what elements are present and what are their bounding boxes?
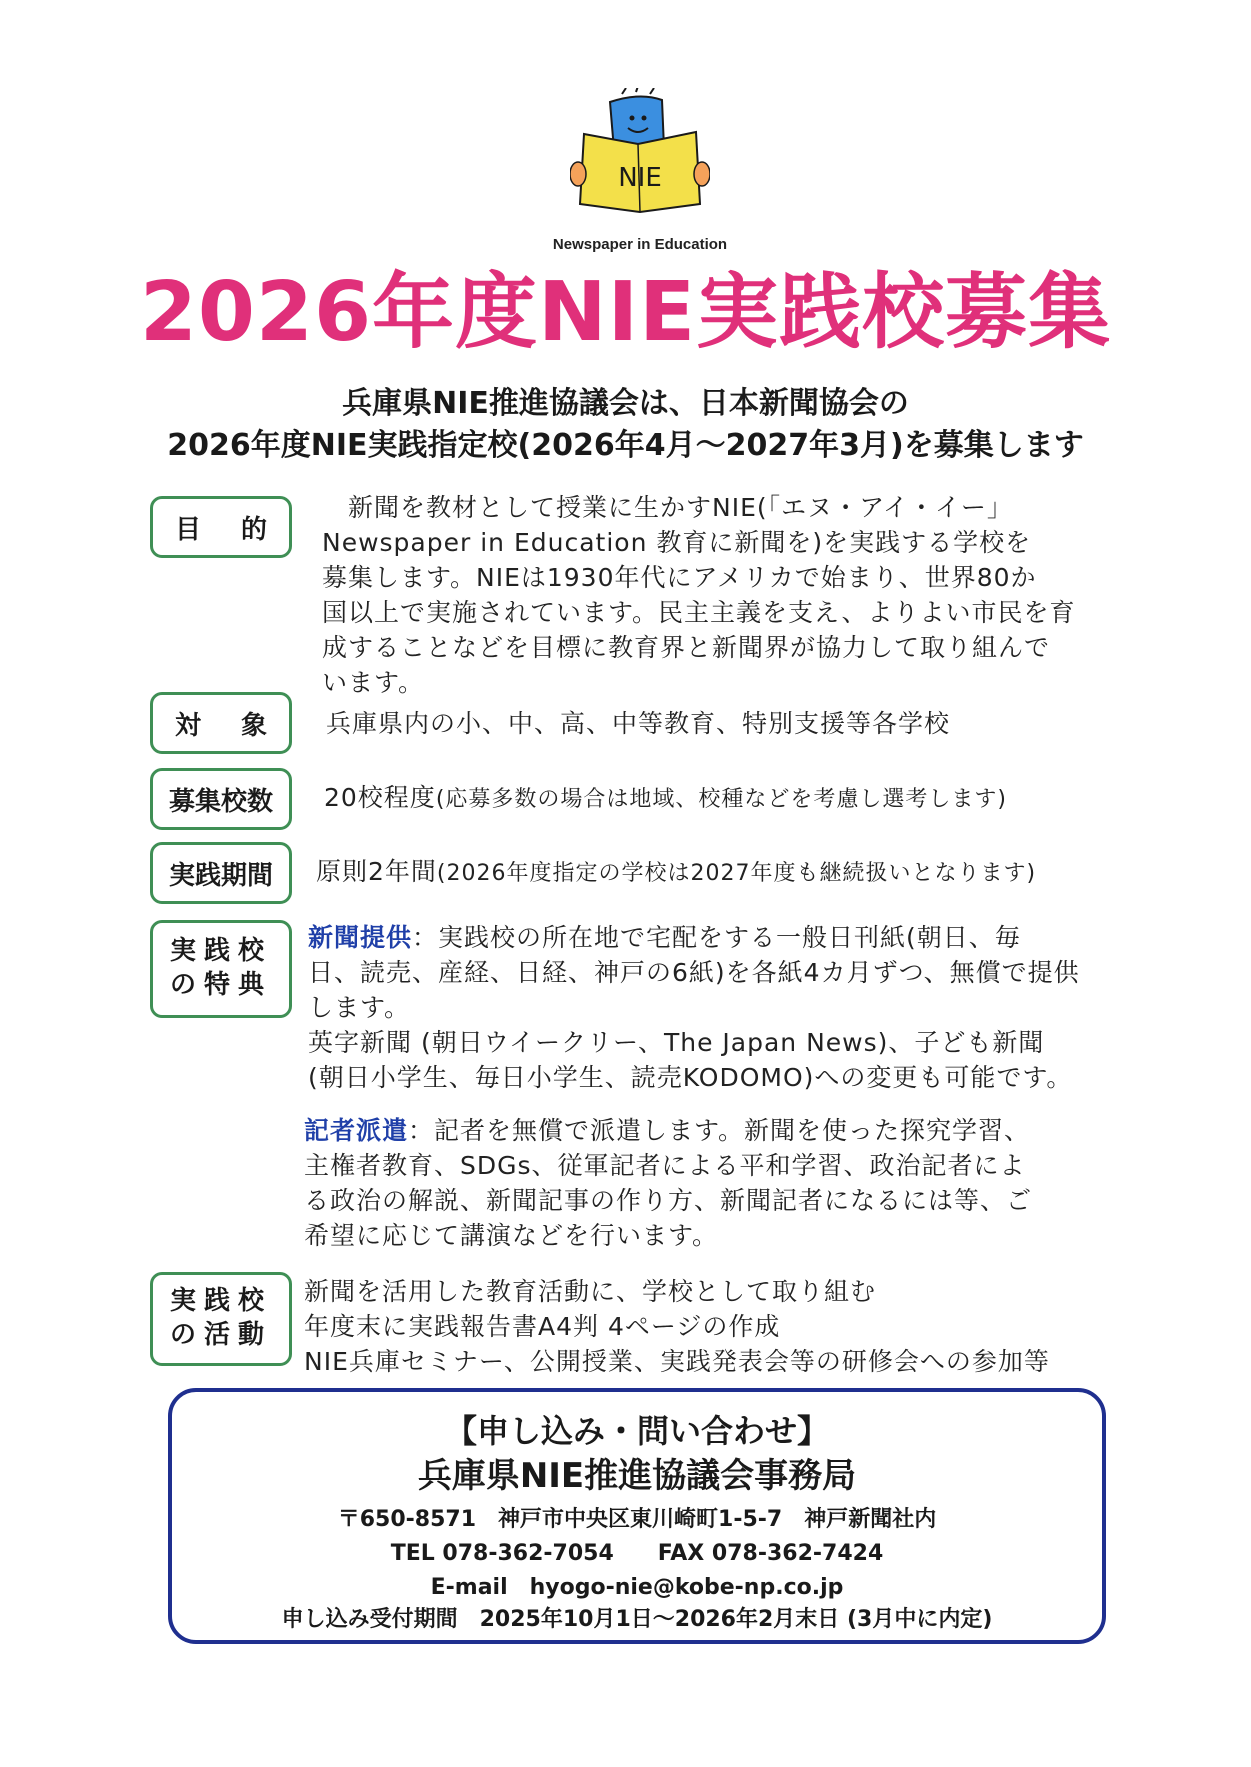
period-label: 実践期間 [150, 842, 292, 904]
contact-box [168, 1388, 1106, 1644]
benefits-newspaper: 新聞提供：実践校の所在地で宅配をする一般日刊紙(朝日、毎 日、読売、産経、日経、神戸の6紙)を各紙4カ月ずつ、無償で提供 します。 英字新聞 (朝日ウイークリー、The Japan News)、子ども新聞 (朝日小学生、毎日小学生、読売KODOMO)への変更も可能です。 [308, 923, 1080, 1092]
nie-logo [570, 88, 710, 216]
page-title: 2026年度NIE実践校募集 [139, 265, 1112, 360]
contact-phone: TEL 078-362-7054 FAX 078-362-7424 [390, 1541, 884, 1566]
contact-heading: 【申し込み・問い合わせ】 [444, 1412, 829, 1450]
lead-line-1: 兵庫県NIE推進協議会は、日本新聞協会の [342, 386, 909, 421]
contact-deadline: 申し込み受付期間 2025年10月1日～2026年2月末日 (3月中に内定) [281, 1607, 993, 1632]
contact-email: E-mail hyogo-nie@kobe-np.co.jp [430, 1575, 844, 1600]
contact-address: 〒650-8571 神戸市中央区東川崎町1-5-7 神戸新聞社内 [337, 1507, 937, 1532]
target-label: 対 象 [150, 692, 292, 754]
benefits-label: 実践校 の特典 [150, 920, 292, 1018]
period-text: 原則2年間(2026年度指定の学校は2027年度も継続扱いとなります) [316, 857, 1037, 886]
contact-org: 兵庫県NIE推進協議会事務局 [417, 1456, 857, 1496]
activities-text: 新聞を活用した教育活動に、学校として取り組む 年度末に実践報告書A4判 4ページの作成 NIE兵庫セミナー、公開授業、実践発表会等の研修会への参加等 [304, 1277, 1050, 1376]
logo-caption: Newspaper in Education [552, 236, 728, 253]
target-text: 兵庫県内の小、中、高、中等教育、特別支援等各学校 [326, 709, 951, 738]
svg-text:NIE: NIE [618, 163, 662, 193]
count-label: 募集校数 [150, 768, 292, 830]
count-text: 20校程度(応募多数の場合は地域、校種などを考慮し選考します) [324, 783, 1007, 812]
activities-label: 実践校 の活動 [150, 1272, 292, 1366]
purpose-label: 目 的 [150, 496, 292, 558]
benefits-reporter: 記者派遣：記者を無償で派遣します。新聞を使った探究学習、 主権者教育、SDGs、従軍記者による平和学習、政治記者によ る政治の解説、新聞記事の作り方、新聞記者になるには等、ご 希望に応じて講演などを行います。 [304, 1116, 1033, 1250]
purpose-text: 新聞を教材として授業に生かすNIE(「エヌ・アイ・イー」 Newspaper in Education 教育に新聞を)を実践する学校を 募集します。NIEは1930年代にアメリカで始まり、世界80か 国以上で実施されています。民主主義を支え、よりよい市民を育 成することなどを目標に教育界と新聞界が協力して取り組んで います。 [322, 493, 1076, 697]
lead-line-2: 2026年度NIE実践指定校(2026年4月～2027年3月)を募集します [167, 428, 1084, 463]
